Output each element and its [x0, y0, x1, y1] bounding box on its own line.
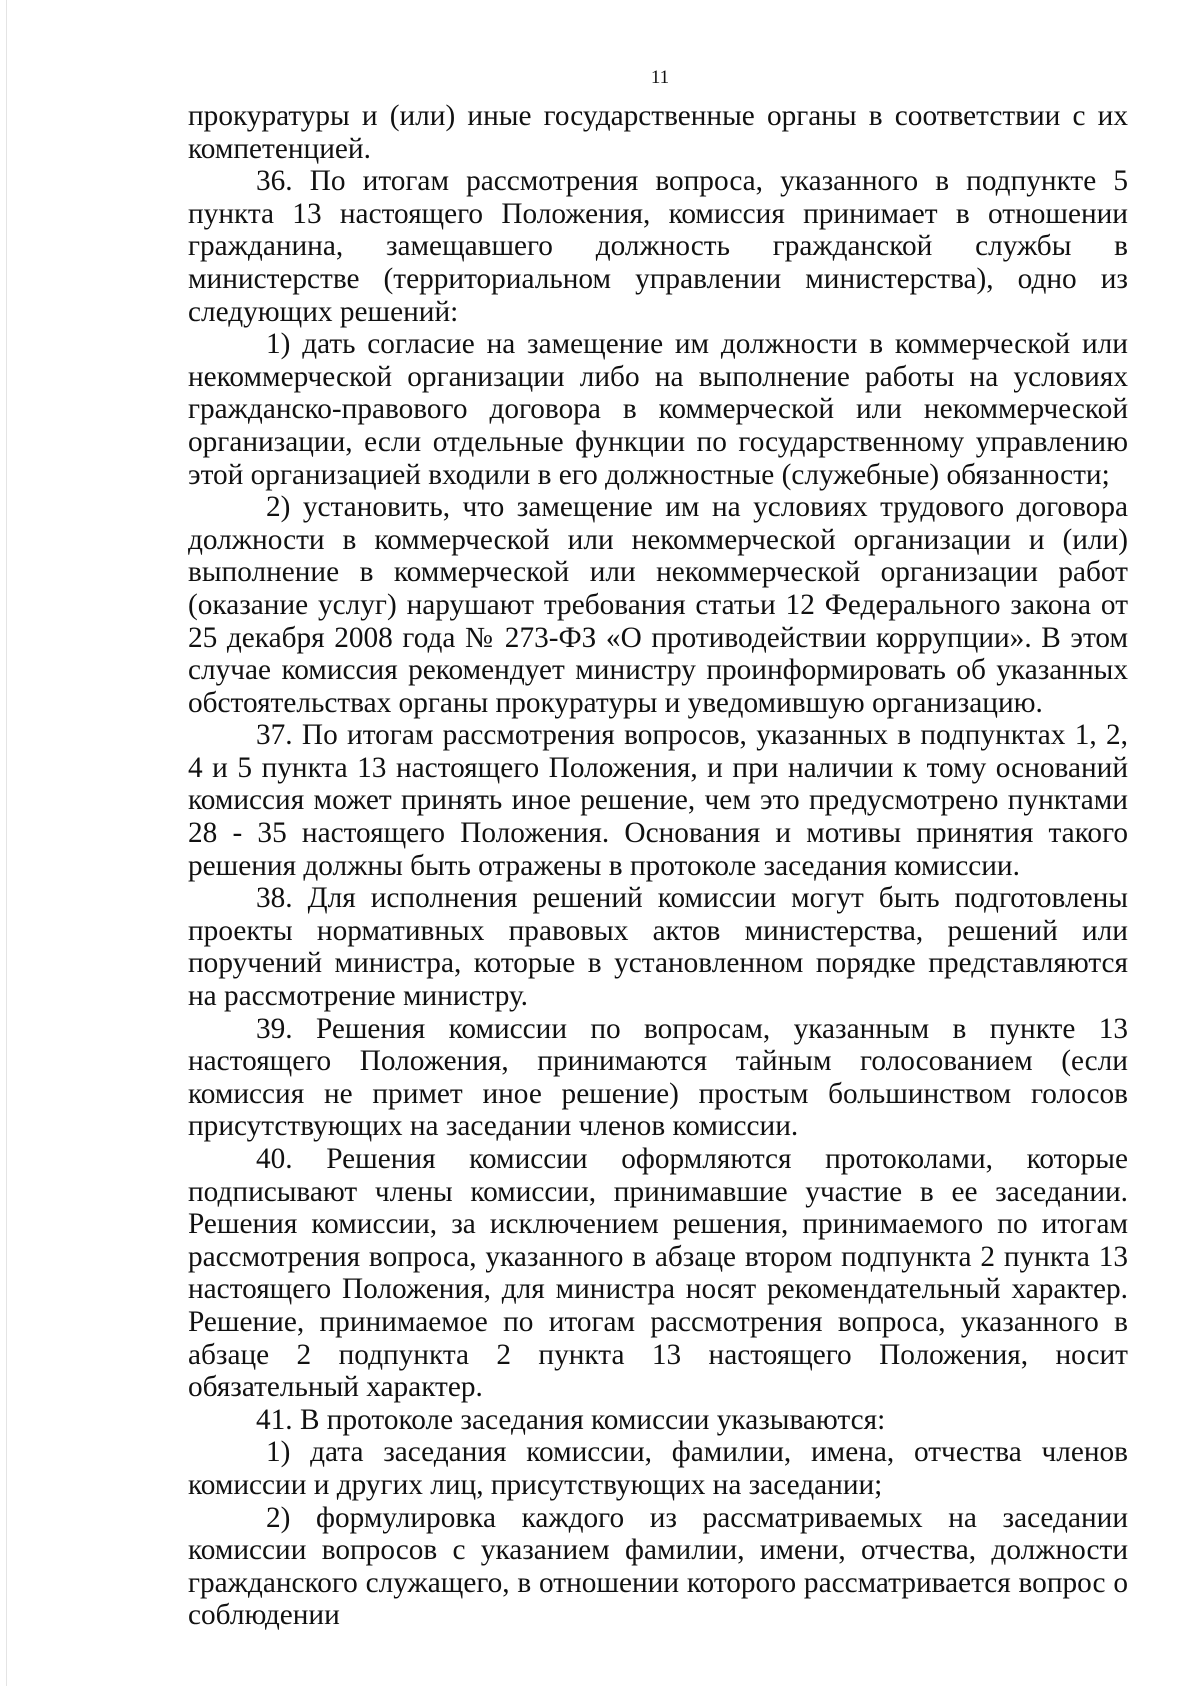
paragraph-item-39: 39. Решения комиссии по вопросам, указанным в пункте 13 настоящего Положения, принимаются тайным голосованием (если комиссия не примет иное решение) простым большинством голосов присутствующих на заседании членов комиссии.	[188, 1012, 1128, 1143]
document-body	[188, 100, 1128, 1632]
page-number: 11	[650, 67, 670, 88]
paragraph-item-36: 36. По итогам рассмотрения вопроса, указанного в подпункте 5 пункта 13 настоящего Положения, комиссия принимает в отношении гражданина, замещавшего должность гражданской службы в министерстве (территориальном управлении министерства), одно из следующих решений:	[188, 165, 1128, 328]
paragraph-item-36-1: 1) дать согласие на замещение им должности в коммерческой или некоммерческой организации либо на выполнение работы на условиях гражданско-правового договора в коммерческой или некоммерческой организации, если отдельные функции по государственному управлению этой организацией входили в его должностные (служебные) обязанности;	[188, 328, 1128, 491]
paragraph-item-36-2: 2) установить, что замещение им на условиях трудового договора должности в коммерческой или некоммерческой организации и (или) выполнение в коммерческой или некоммерческой организации работ (оказание услуг) нарушают требования статьи 12 Федерального закона от 25 декабря 2008 года № 273-ФЗ «О противодействии коррупции». В этом случае комиссия рекомендует министру проинформировать об указанных обстоятельствах органы прокуратуры и уведомившую организацию.	[188, 491, 1128, 719]
paragraph-item-40: 40. Решения комиссии оформляются протоколами, которые подписывают члены комиссии, принимавшие участие в ее заседании. Решения комиссии, за исключением решения, принимаемого по итогам рассмотрения вопроса, указанного в абзаце втором подпункта 2 пункта 13 настоящего Положения, для министра носят рекомендательный характер. Решение, принимаемое по итогам рассмотрения вопроса, указанного в абзаце 2 подпункта 2 пункта 13 настоящего Положения, носит обязательный характер.	[188, 1143, 1128, 1404]
paragraph-continuation: прокуратуры и (или) иные государственные органы в соответствии с их компетенцией.	[188, 100, 1128, 165]
paragraph-item-38: 38. Для исполнения решений комиссии могут быть подготовлены проекты нормативных правовых актов министерства, решений или поручений министра, которые в установленном порядке представляются на рассмотрение министру.	[188, 882, 1128, 1013]
paragraph-item-41-1: 1) дата заседания комиссии, фамилии, имена, отчества членов комиссии и других лиц, присутствующих на заседании;	[188, 1436, 1128, 1501]
paragraph-item-41-2: 2) формулировка каждого из рассматриваемых на заседании комиссии вопросов с указанием фамилии, имени, отчества, должности гражданского служащего, в отношении которого рассматривается вопрос о соблюдении	[188, 1501, 1128, 1632]
paragraph-item-41: 41. В протоколе заседания комиссии указываются:	[256, 1403, 886, 1436]
scan-edge-line	[6, 0, 7, 1686]
paragraph-item-37: 37. По итогам рассмотрения вопросов, указанных в подпунктах 1, 2, 4 и 5 пункта 13 настоящего Положения, и при наличии к тому оснований комиссия может принять иное решение, чем это предусмотрено пунктами 28 - 35 настоящего Положения. Основания и мотивы принятия такого решения должны быть отражены в протоколе заседания комиссии.	[188, 719, 1128, 882]
